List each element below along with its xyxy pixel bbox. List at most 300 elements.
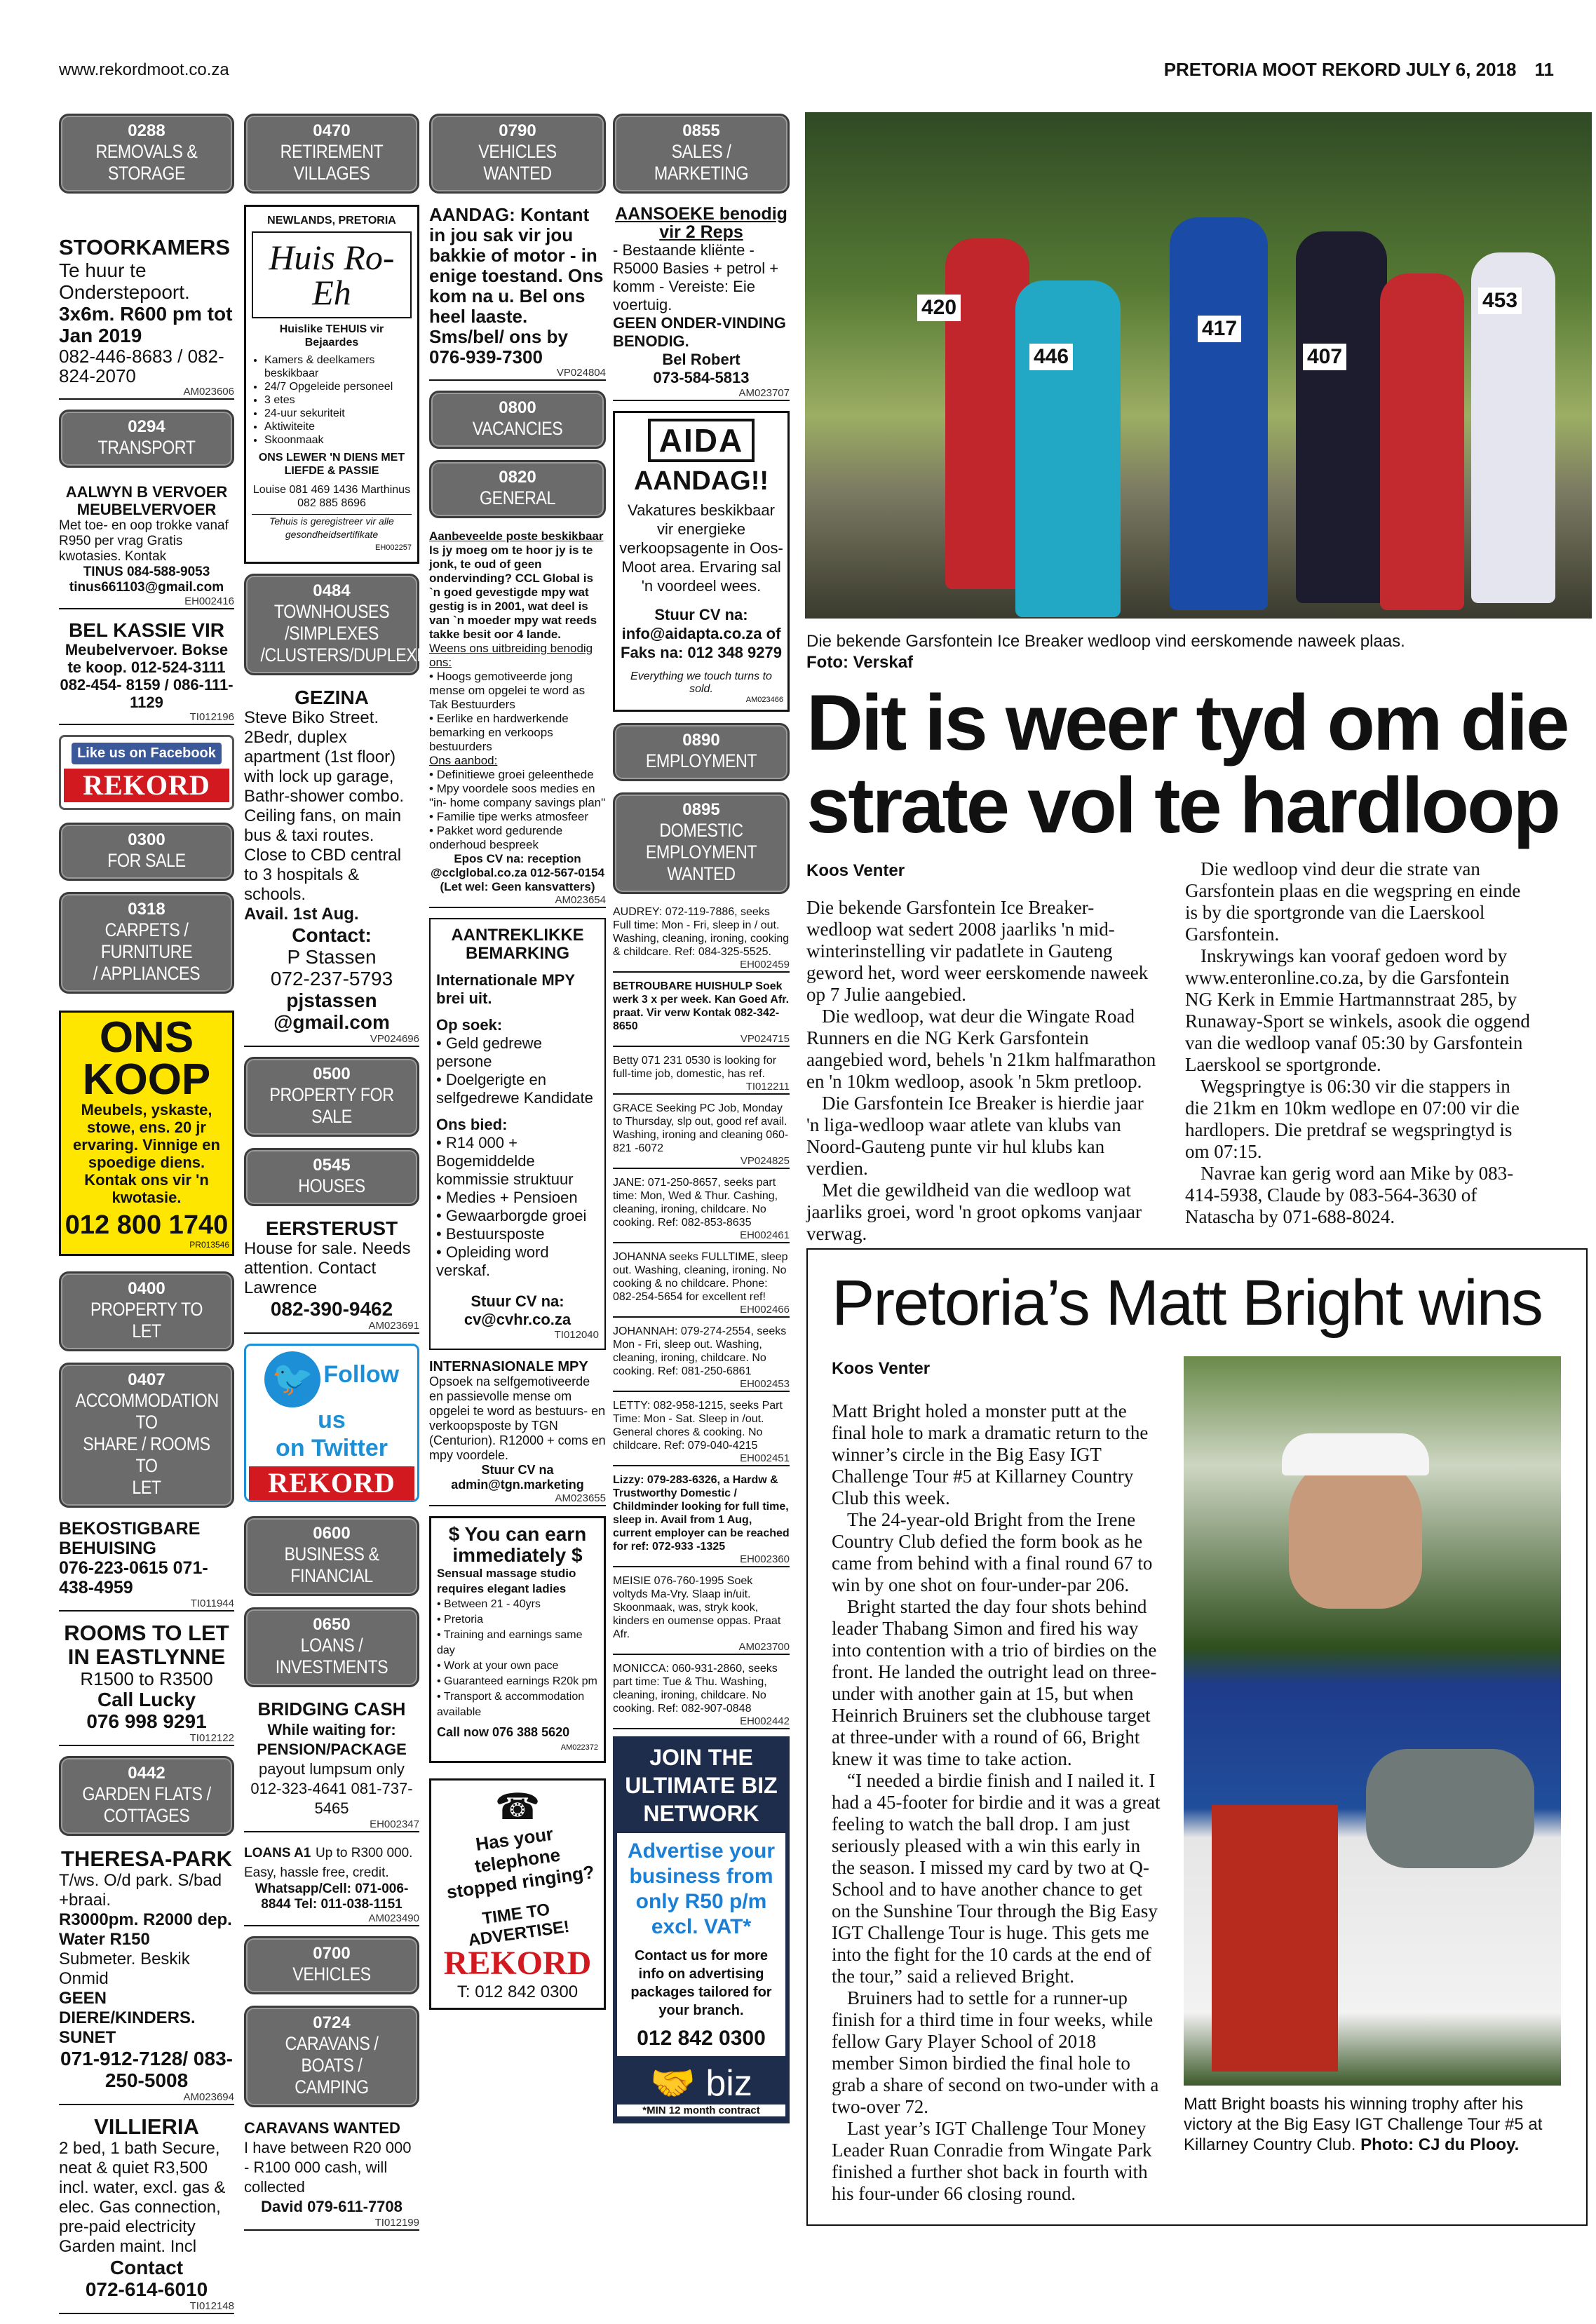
category-townhouses bbox=[244, 574, 438, 675]
aida-logo: AIDA bbox=[648, 419, 755, 462]
list-item: • 24/7 Opgeleide personeel bbox=[264, 380, 412, 393]
ad-phone: 071-912-7128/ 083-250-5008 bbox=[60, 2048, 233, 2091]
article-paragraph: Die bekende Garsfontein Ice Breaker-wedloop wat sedert 2008 jaarliks 'n mid-winterinstelling vir padatlete in Gauteng geword het, word weer eerskomende naweek op 7 Julie aangebied. bbox=[806, 897, 1149, 1005]
category-name: CARPETS / FURNITURE / APPLIANCES bbox=[93, 919, 201, 984]
race-bib: 446 bbox=[1029, 344, 1073, 370]
list-item-text: Training and earnings same day bbox=[437, 1629, 583, 1656]
ad-sub1: Weens ons uitbreiding benodig ons: bbox=[429, 642, 593, 669]
ad-rooms bbox=[59, 1621, 234, 1746]
list-item: • Hoogs gemotiveerde jong mense om opgelei te word as Tak Bestuurders bbox=[429, 670, 586, 711]
ad-theresa bbox=[59, 1847, 234, 2105]
list-item: • Training and earnings same day bbox=[437, 1629, 583, 1656]
ad-body: Meubelvervoer. Bokse te koop. 012-524-3111 082-454- 8159 / 086-111-1129 bbox=[60, 641, 234, 711]
ad-title: JOIN THE ULTIMATE BIZ NETWORK bbox=[625, 1745, 778, 1826]
runner-figure bbox=[1015, 281, 1121, 617]
ad-body: T/ws. O/d park. S/bad +braai. bbox=[59, 1871, 222, 1910]
list-item-text: Bestuursposte bbox=[445, 1225, 545, 1243]
article-byline: Koos Venter bbox=[832, 1359, 931, 1378]
ad-footer: Tehuis is geregistreer vir alle gesondheidsertifikate bbox=[252, 514, 412, 541]
ad-foot: *MIN 12 month contract bbox=[617, 2105, 785, 2116]
ad-body: R1500 to R3500 bbox=[80, 1668, 213, 1689]
list-item-text: Medies + Pensioen bbox=[445, 1189, 578, 1206]
article-paragraph: “I needed a birdie finish and I nailed it. I had a 45-footer for birdie and it was a great feeling to watch the ball drop. I am just seriously pleased with a win this early in the season. I missed my card by two at Q-School and to have another chance to get on the Sunshine Tour through the Big Easy IGT Challenge Tour is huge. This gets me into the fight for the 10 cards at the end of the tour,” said a relieved Bright. bbox=[832, 1770, 1161, 1987]
category-name: PROPERTY FOR SALE bbox=[269, 1084, 394, 1127]
biz-logo: biz bbox=[705, 2063, 752, 2104]
ad-ref: TI012199 bbox=[244, 2217, 419, 2231]
ad-title: BEKOSTIGBARE BEHUISING bbox=[59, 1519, 201, 1558]
list-item-text: Familie tipe werks atmosfeer bbox=[436, 810, 589, 823]
ad-title: BRIDGING CASH bbox=[257, 1698, 406, 1720]
list-item: • Bestuursposte bbox=[436, 1225, 545, 1243]
ad-body: Meubels, yskaste, stowe, ens. 20 jr ervaring. Vinnige en spoedige diens. Kontak ons vir 'n kwotasie. bbox=[73, 1101, 220, 1206]
list-item-text: Hoogs gemotiveerde jong mense om opgelei te word as Tak Bestuurders bbox=[429, 670, 586, 711]
small-ad-text: JOHANNAH: 079-274-2554, seeks Mon - Fri, sleep out. Washing, cleaning, ironing, childcare. No cooking. Ref: 081-250-6861 bbox=[613, 1325, 787, 1377]
category-vehicles bbox=[244, 1936, 419, 1994]
article-column-2 bbox=[1185, 858, 1533, 1228]
caption-credit: Foto: Verskaf bbox=[806, 653, 914, 672]
ad-title: AALWYN B VERVOER MEUBELVERVOER bbox=[65, 483, 228, 518]
ad-internasionale bbox=[429, 1360, 606, 1506]
ad-bold: Whatsapp/Cell: 071-006- 8844 Tel: 011-038-1151 bbox=[255, 1882, 409, 1912]
ad-email[interactable]: pjstassen @gmail.com bbox=[273, 989, 390, 1033]
ad-bold: R3000pm. R2000 dep. Water R150 bbox=[59, 1910, 232, 1949]
list-item: • Doelgerigte en selfgedrewe Kandidate bbox=[436, 1071, 593, 1107]
list-item: • Geld gedrewe persone bbox=[436, 1034, 542, 1070]
ad-ref: AM023654 bbox=[429, 894, 606, 908]
category-general bbox=[429, 460, 606, 518]
ad-sub: TIME TO ADVERTISE! bbox=[467, 1900, 571, 1950]
list-item-text: Between 21 - 40yrs bbox=[444, 1598, 541, 1610]
article-paragraph: Met die gewildheid van die wedloop wat jaarliks groei, word 'n groot opkoms vanjaar verwag. bbox=[806, 1180, 1142, 1244]
ad-body2: Submeter. Beskik Onmid bbox=[59, 1950, 190, 1988]
ad-aandag bbox=[429, 205, 606, 381]
ad-sub: Sensual massage studio requires elegant ladies bbox=[437, 1567, 576, 1595]
list-item: • Definitiewe groei geleenthede bbox=[429, 768, 594, 781]
article-paragraph: The 24-year-old Bright from the Irene Country Club defied the form book as he came from behind with a final round 67 to win by one shot on four-under-par 206. bbox=[832, 1509, 1153, 1595]
category-business bbox=[244, 1516, 419, 1596]
category-name: VEHICLES WANTED bbox=[478, 141, 557, 184]
ad-body: House for sale. Needs attention. Contact Lawrence bbox=[244, 1239, 411, 1297]
ad-sub2: Ons aanbod: bbox=[429, 754, 498, 767]
twitter-promo[interactable] bbox=[244, 1344, 419, 1502]
ad-phone: T: 012 842 0300 bbox=[457, 1982, 579, 2001]
category-name: EMPLOYMENT bbox=[645, 750, 757, 771]
category-name: REMOVALS & STORAGE bbox=[95, 141, 198, 184]
ad-body: I have between R20 000 - R100 000 cash, will collected bbox=[244, 2139, 412, 2196]
list-item bbox=[613, 1250, 790, 1318]
small-ad-text: LETTY: 082-958-1215, seeks Part Time: Mon - Sat. Sleep in /out. General chores & cooking. No childcare. Ref: 079-040-4215 bbox=[613, 1400, 783, 1452]
list-item: • Familie tipe werks atmosfeer bbox=[429, 810, 589, 823]
ad-body: payout lumpsum only bbox=[259, 1760, 405, 1778]
rekord-logo: REKORD bbox=[64, 769, 229, 802]
ad-note: ONS LEWER 'N DIENS MET LIEFDE & PASSIE bbox=[258, 452, 405, 477]
runner-figure bbox=[1170, 217, 1268, 610]
ad-intro: Is jy moeg om te hoor jy is te jonk, te oud of geen ondervinding? CCL Global is `n goed gevestigde mpy wat gestig is in 2001, wat deel is van `n moeder mpy wat reeds takke besit oor 4 lande. bbox=[429, 543, 597, 641]
ad-ref: AM023490 bbox=[244, 1912, 419, 1926]
category-code: 0600 bbox=[313, 1524, 351, 1543]
photo-caption bbox=[1184, 2094, 1562, 2155]
list-item-text: Pakket word gedurende onderhoud bespreek bbox=[429, 824, 563, 851]
small-ad-ref: EH002466 bbox=[613, 1304, 790, 1318]
ad-sub: Internationale MPY brei uit. bbox=[436, 971, 575, 1007]
category-retirement bbox=[244, 114, 419, 194]
category-name: LOANS / INVESTMENTS bbox=[275, 1635, 388, 1677]
ad-sub: While waiting for: PENSION/PACKAGE bbox=[257, 1721, 407, 1758]
ad-contact: TINUS 084-588-9053 tinus661103@gmail.com bbox=[69, 565, 224, 595]
ad-bold: 3x6m. R600 pm tot Jan 2019 bbox=[59, 303, 233, 346]
handshake-icon: 🤝 biz bbox=[650, 2063, 752, 2104]
ad-villieria bbox=[59, 2115, 234, 2314]
category-code: 0700 bbox=[313, 1944, 351, 1963]
category-code: 0300 bbox=[128, 830, 165, 849]
ad-body: AANDAG: Kontant in jou sak vir jou bakkie of motor - in enige toestand. Ons kom na u. Bel ons heel laaste. Sms/bel/ ons by bbox=[429, 204, 604, 347]
ad-bold: Avail. 1st Aug. bbox=[244, 905, 359, 924]
ad-body: Steve Biko Street. 2Bedr, duplex apartment (1st floor) with lock up garage, Bathr-shower combo. Ceiling fans, on main bus & taxi routes. Close to CBD central to 3 hospitals & schools. bbox=[244, 708, 405, 904]
category-code: 0400 bbox=[128, 1279, 165, 1298]
small-ad-ref: TI012211 bbox=[613, 1081, 790, 1095]
category-name: CARAVANS / BOATS / CAMPING bbox=[285, 2033, 379, 2097]
ad-eersterust bbox=[244, 1217, 419, 1334]
ad-title: INTERNASIONALE MPY bbox=[429, 1359, 588, 1374]
ad-ref: TI012040 bbox=[554, 1329, 599, 1341]
ad-ref: AM023691 bbox=[244, 1320, 419, 1334]
list-item: • 3 etes bbox=[264, 393, 412, 407]
ad-title: $ You can earn immediately $ bbox=[448, 1523, 587, 1566]
small-ad-text: AUDREY: 072-119-7886, seeks Full time: Mon - Fri, sleep in / out. Washing, cleaning, ironing, cooking & childcare. Ref: 084-325-5525. bbox=[613, 906, 790, 958]
ad-title: Huis Ro-Eh bbox=[252, 231, 412, 318]
list-item: • Skoonmaak bbox=[264, 433, 412, 447]
small-ad-text: GRACE Seeking PC Job, Monday to Thursday, slp out, good ref avail. Washing, ironing and cleaning 060-821 -6072 bbox=[613, 1102, 789, 1154]
ad-phone: 082-390-9462 bbox=[270, 1298, 393, 1320]
article-paragraph: Die wedloop vind deur die strate van Garsfontein plaas en die wegspring en einde is by die sportgronde van die Laerskool Garsfontein. bbox=[1185, 858, 1521, 945]
caption-text: Die bekende Garsfontein Ice Breaker wedloop vind eerskomende naweek plaas. bbox=[806, 632, 1405, 651]
category-name: GENERAL bbox=[480, 487, 555, 508]
list-item: • Opleiding word verskaf. bbox=[436, 1243, 549, 1279]
twitter-on: on Twitter bbox=[276, 1435, 388, 1461]
page-number: 11 bbox=[1534, 59, 1554, 80]
caption-text: Matt Bright boasts his winning trophy after his victory at the Big Easy IGT Challenge Tour #5 at Killarney Country Club. bbox=[1184, 2095, 1543, 2154]
ad-contact: Contact bbox=[109, 2257, 184, 2278]
site-url[interactable]: www.rekordmoot.co.za bbox=[59, 60, 229, 79]
category-loans bbox=[244, 1607, 419, 1687]
small-ad-ref: VP024715 bbox=[613, 1033, 790, 1047]
ad-title: BEL KASSIE VIR bbox=[69, 619, 224, 641]
list-item: • Gewaarborgde groei bbox=[436, 1207, 587, 1224]
ad-title: Has your telephone stopped ringing? bbox=[445, 1823, 596, 1903]
ad-title: AANTREKLIKKE BEMARKING bbox=[451, 926, 584, 963]
ad-body: Contact us for more info on advertising packages tailored for your branch. bbox=[630, 1948, 772, 2018]
ad-body: Opsoek na selfgemotiveerde en passievolle mense om opgelei te word as bestuurs- en verkoopsposte by TGN (Centurion). R12000 + coms en mpy voordele. bbox=[429, 1374, 606, 1462]
article-paragraph: Navrae kan gerig word aan Mike by 083-414-5938, Claude by 083-564-3630 of Natascha by 071-688-8024. bbox=[1185, 1163, 1514, 1227]
ad-title: CARAVANS WANTED bbox=[244, 2119, 400, 2137]
small-ad-ref: VP024825 bbox=[613, 1155, 790, 1169]
list-item: • Guaranteed earnings R20k pm bbox=[437, 1675, 597, 1687]
ad-contact: Stuur CV na: cv@cvhr.co.za bbox=[464, 1292, 572, 1328]
ad-slogan: Everything we touch turns to sold. bbox=[630, 670, 772, 695]
small-ad-text: JANE: 071-250-8657, seeks part time: Mon, Wed & Thur. Cashing, cleaning, ironing, childcare. No cooking. Ref: 082-853-8635 bbox=[613, 1177, 778, 1229]
ad-body: Te huur te Onderstepoort. bbox=[59, 259, 190, 303]
list-item: • Aktiwiteite bbox=[264, 420, 412, 433]
list-item: • Mpy voordele soos medies en "in- home company savings plan" bbox=[429, 782, 606, 809]
ad-bekostigbare bbox=[59, 1519, 234, 1612]
small-ad-text: JOHANNA seeks FULLTIME, sleep out. Washing, cleaning, ironing. No cooking & no childcare. Phone: 082-254-5654 for excellent ref! bbox=[613, 1251, 788, 1303]
ad-ref: TI012148 bbox=[59, 2300, 234, 2314]
ad-title: THERESA-PARK bbox=[61, 1846, 232, 1871]
category-code: 0855 bbox=[682, 121, 720, 140]
list-item: • Kamers & deelkamers beskikbaar bbox=[264, 353, 412, 380]
article-paragraph: Bright started the day four shots behind leader Thabang Simon and fired his way into contention with a trio of birdies on the front. He landed the outright lead on three-under with another gain at 15, but when Heinrich Bruiners set the clubhouse target at three-under with a round of 66, Bright knew it was time to take action. bbox=[832, 1596, 1157, 1769]
small-ad-ref: EH002453 bbox=[613, 1378, 790, 1392]
ad-aantreklikke bbox=[429, 918, 606, 1350]
small-ad-ref: EH002461 bbox=[613, 1229, 790, 1243]
list-item bbox=[613, 1399, 790, 1466]
ad-title: AANSOEKE benodig vir 2 Reps bbox=[615, 204, 787, 242]
wine-box bbox=[1212, 1805, 1338, 2072]
twitter-bird-icon: 🐦 bbox=[264, 1351, 320, 1407]
small-ad-ref: EH002360 bbox=[613, 1553, 790, 1567]
list-item: • R14 000 + Bogemiddelde kommissie struktuur bbox=[436, 1134, 574, 1188]
ad-phone: 012 842 0300 bbox=[637, 2027, 766, 2050]
category-code: 0790 bbox=[499, 121, 536, 140]
list-item bbox=[613, 1176, 790, 1243]
category-code: 0800 bbox=[499, 398, 536, 417]
category-property-to-let bbox=[59, 1271, 234, 1351]
page-header bbox=[1164, 59, 1554, 81]
article-column-1 bbox=[806, 860, 1157, 1245]
category-domestic bbox=[613, 792, 790, 894]
ad-features bbox=[252, 353, 412, 447]
small-ad-text: MONICCA: 060-931-2860, seeks part time: Tue & Thu. Washing, cleaning, ironing, childcare. No cooking. Ref: 082-907-0848 bbox=[613, 1663, 778, 1715]
classifieds-column-3 bbox=[429, 114, 606, 2010]
category-name: TOWNHOUSES /SIMPLEXES /CLUSTERS/DUPLEXES bbox=[260, 601, 438, 666]
ad-body: Up to R300 000. Easy, hassle free, credit. bbox=[244, 1846, 413, 1880]
caption-credit: Photo: CJ du Plooy. bbox=[1360, 2135, 1520, 2154]
list-item bbox=[613, 1054, 790, 1095]
ad-contact: Contact: bbox=[292, 924, 372, 946]
category-name: TRANSPORT bbox=[97, 437, 196, 458]
ad-stoorkamers bbox=[59, 236, 234, 400]
ad-cv: Stuur CV na: info@aidapta.co.za of Faks na: 012 348 9279 bbox=[621, 606, 782, 661]
ad-phone: 072-614-6010 bbox=[85, 2278, 208, 2300]
ad-blue: Advertise your business from only R50 p/m excl. VAT* bbox=[627, 1839, 776, 1938]
ad-bridging bbox=[244, 1698, 419, 1832]
list-item-text: Pretoria bbox=[444, 1614, 484, 1626]
domestic-ads-list bbox=[613, 905, 790, 1729]
article-paragraph: Last year’s IGT Challenge Tour Money Leader Ruan Conradie from Wingate Park finished a further shot back in fourth with his four-under 66 closing round. bbox=[832, 2118, 1152, 2204]
small-ad-text: BETROUBARE HUISHULP Soek werk 3 x per week. Kan Goed Afr. praat. Vir verw Kontak 082-342-8650 bbox=[613, 980, 790, 1032]
category-name: ACCOMMODATION TO SHARE / ROOMS TO LET bbox=[75, 1390, 219, 1498]
category-name: FOR SALE bbox=[107, 850, 186, 871]
ad-ref: EH002416 bbox=[59, 595, 234, 609]
article-byline: Koos Venter bbox=[806, 861, 905, 880]
ad-title: EERSTERUST bbox=[265, 1217, 398, 1239]
ad-body-box bbox=[617, 1833, 785, 2056]
golfer-photo bbox=[1184, 1356, 1561, 2086]
ad-ref: TI012122 bbox=[59, 1732, 234, 1746]
category-code: 0820 bbox=[499, 468, 536, 487]
telephone-icon: ☎ bbox=[494, 1787, 541, 1828]
ad-kassie bbox=[59, 619, 234, 725]
list-item bbox=[613, 905, 790, 973]
ad-phone: 072-237-5793 bbox=[270, 968, 393, 989]
small-ad-text: Betty 071 231 0530 is looking for full-time job, domestic, has ref. bbox=[613, 1055, 777, 1080]
category-vehicles-wanted bbox=[429, 114, 606, 194]
ad-body: 2 bed, 1 bath Secure, neat & quiet R3,500 incl. water, excl. gas & elec. Gas connection, pre-paid electricity Garden maint. Incl bbox=[59, 2139, 226, 2256]
category-houses bbox=[244, 1148, 419, 1206]
category-code: 0318 bbox=[128, 900, 165, 919]
ad-sub: Huislike TEHUIS vir Bejaardes bbox=[279, 323, 384, 349]
category-removals bbox=[59, 114, 234, 194]
race-bib: 407 bbox=[1303, 344, 1346, 370]
runners-photo bbox=[805, 112, 1592, 619]
ad-onskoop bbox=[59, 1011, 234, 1256]
category-caravans bbox=[244, 2006, 419, 2107]
ad-title: STOORKAMERS bbox=[59, 235, 231, 259]
article-headline: Pretoria’s Matt Bright wins bbox=[832, 1267, 1542, 1339]
ad-ref: PR013546 bbox=[189, 1240, 229, 1250]
list-item-text: Mpy voordele soos medies en "in- home company savings plan" bbox=[429, 782, 606, 809]
category-code: 0890 bbox=[682, 731, 720, 750]
category-carpets bbox=[59, 892, 234, 994]
facebook-promo[interactable] bbox=[59, 735, 234, 810]
ad-body: Met toe- en oop trokke vanaf R950 per vrag Gratis kwotasies. Kontak bbox=[59, 518, 229, 564]
category-code: 0442 bbox=[128, 1764, 165, 1783]
classifieds-column-1 bbox=[59, 114, 234, 2324]
small-ad-ref: EH002451 bbox=[613, 1452, 790, 1466]
classifieds-column-4 bbox=[613, 114, 790, 2123]
ad-phone: 082-446-8683 / 082-824-2070 bbox=[59, 346, 224, 386]
ad-phone: 012 800 1740 bbox=[65, 1210, 229, 1240]
category-code: 0545 bbox=[313, 1156, 351, 1175]
list-item: • Transport & accommodation available bbox=[437, 1691, 585, 1718]
ad-phone: 076 998 9291 bbox=[86, 1710, 207, 1732]
list-item-text: Guaranteed earnings R20k pm bbox=[444, 1675, 597, 1687]
list-item-text: Doelgerigte en selfgedrewe Kandidate bbox=[436, 1071, 593, 1107]
list-item-text: Eerlike en hardwerkende bemarking en verkoops bestuurders bbox=[429, 712, 569, 753]
category-code: 0650 bbox=[313, 1615, 351, 1634]
list-item: • Between 21 - 40yrs bbox=[437, 1598, 541, 1610]
article-headline: Dit is weer tyd om die strate vol te hardloop bbox=[806, 679, 1568, 849]
ad-title: VILLIERIA bbox=[94, 2114, 199, 2139]
ad-ref: VP024696 bbox=[244, 1033, 419, 1047]
list-item bbox=[613, 1325, 790, 1392]
ad-title: ROOMS TO LET IN EASTLYNNE bbox=[64, 1621, 229, 1669]
ad-bold2: GEEN DIERE/KINDERS. SUNET bbox=[59, 1989, 196, 2047]
list-item-text: Gewaarborgde groei bbox=[445, 1207, 587, 1224]
list-item-text: Definitiewe groei geleenthede bbox=[436, 768, 594, 781]
list-item-text: R14 000 + Bogemiddelde kommissie struktuur bbox=[436, 1134, 574, 1188]
ad-earn bbox=[429, 1516, 606, 1763]
ad-aansoeke bbox=[613, 205, 790, 401]
ad-head: AANDAG!! bbox=[633, 466, 769, 496]
ad-ref: EH002257 bbox=[375, 543, 412, 552]
category-code: 0500 bbox=[313, 1065, 351, 1083]
ad-call: Call now 076 388 5620 bbox=[437, 1725, 570, 1739]
runner-figure bbox=[1296, 231, 1387, 603]
ad-phone: 073-584-5813 bbox=[653, 369, 750, 386]
ad-body: Vakatures beskikbaar vir energieke verkoopsagente in Oos-Moot area. Ervaring sal 'n voordeel wees. bbox=[619, 501, 783, 595]
category-code: 0288 bbox=[128, 121, 165, 140]
twitter-follow: Follow us bbox=[318, 1361, 400, 1433]
ad-phone: 076-939-7300 bbox=[429, 346, 543, 367]
category-name: RETIREMENT VILLAGES bbox=[280, 141, 384, 184]
list-item bbox=[613, 1574, 790, 1655]
category-code: 0470 bbox=[313, 121, 351, 140]
list-item-text: Geld gedrewe persone bbox=[436, 1034, 542, 1070]
category-employment bbox=[613, 723, 790, 781]
small-ad-text: Lizzy: 079-283-6326, a Hardw & Trustworthy Domestic / Childminder looking for full time, sleep in. Avail from 1 Aug, current employer can be reached for ref: 072-933 -1325 bbox=[613, 1474, 790, 1553]
ad-ref: AM023694 bbox=[59, 2091, 234, 2105]
golfer-head bbox=[1289, 1454, 1422, 1609]
ad-huis-ro-eh bbox=[244, 205, 419, 564]
category-name: VACANCIES bbox=[472, 418, 563, 439]
list-item: • 24-uur sekuriteit bbox=[264, 407, 412, 420]
ad-phone: 076-223-0615 071- 438-4959 bbox=[59, 1558, 208, 1597]
ad-ref: EH002347 bbox=[244, 1818, 419, 1832]
rekord-logo: REKORD bbox=[249, 1466, 414, 1500]
category-garden-flats bbox=[59, 1756, 234, 1836]
small-ad-text: MEISIE 076-760-1995 Soek voltyds Ma-Vry. Slaap in/uit. Skoonmaak, was, stryk kook, kinders en oumense oppas. Praat Afr. bbox=[613, 1575, 781, 1640]
list-item bbox=[613, 1102, 790, 1169]
category-name: HOUSES bbox=[298, 1175, 365, 1196]
ad-title: Aanbeveelde poste beskikbaar bbox=[429, 529, 604, 543]
ad-advertise bbox=[429, 1778, 606, 2010]
ad-aida bbox=[613, 411, 790, 712]
category-vacancies bbox=[429, 391, 606, 449]
category-code: 0484 bbox=[313, 581, 351, 600]
article-paragraph: Wegspringtye is 06:30 vir die stappers in die 21km en 10km wedlope en 07:00 vir die hardlopers. Die pretdraf se wegspringtyd is om 07:15. bbox=[1185, 1076, 1520, 1162]
ad-ref: AM023655 bbox=[429, 1492, 606, 1506]
article-paragraph: Die Garsfontein Ice Breaker is hierdie jaar 'n liga-wedloop waar atlete van klubs van Noord-Gauteng punte vir hul klubs kan verdien. bbox=[806, 1093, 1144, 1179]
ad-contact: Epos CV na: reception @cclglobal.co.za 012-567-0154 (Let wel: Geen kansvatters) bbox=[430, 852, 605, 893]
article-paragraph: Matt Bright holed a monster putt at the final hole to mark a dramatic return to the winner’s circle in the Big Easy IGT Challenge Tour #5 at Killarney Country Club this week. bbox=[832, 1400, 1149, 1508]
list-item: • Pakket word gedurende onderhoud bespreek bbox=[429, 824, 563, 851]
ad-title: GEZINA bbox=[295, 687, 369, 708]
ad-body: - Bestaande kliënte - R5000 Basies + petrol + komm - Vereiste: Eie voertuig. bbox=[613, 241, 779, 313]
classifieds-column-2 bbox=[244, 114, 438, 2241]
category-name: PROPERTY TO LET bbox=[90, 1299, 203, 1342]
ad-name: Bel Robert bbox=[662, 351, 740, 368]
list-item bbox=[613, 1473, 790, 1567]
small-ad-ref: AM023700 bbox=[613, 1641, 790, 1655]
ad-ref: AM022372 bbox=[560, 1743, 598, 1752]
ad-ccl-global bbox=[429, 529, 606, 908]
category-forsale bbox=[59, 823, 234, 881]
category-name: SALES / MARKETING bbox=[654, 141, 749, 184]
article-paragraph: Bruiners had to settle for a runner-up finish for a third time in four weeks, while fellow Gary Player School of 2018 member Simon birdied the final hole to grab a share of second on two-under with a two-over 72. bbox=[832, 1987, 1159, 2117]
list-item-text: Opleiding word verskaf. bbox=[436, 1243, 549, 1279]
ad-biz-network bbox=[613, 1736, 790, 2123]
article-paragraph: Inskrywings kan vooraf gedoen word by www.enteronline.co.za, by die Garsfontein NG Kerk in Emmie Hartmannstraat 285, by Runaway-Sport se winkels, asook die oggend van die wedloop vanaf 05:30 by Garsfontein Laerskool se sportgronde. bbox=[1185, 945, 1530, 1075]
list-item bbox=[613, 1662, 790, 1729]
ad-ref: VP024804 bbox=[429, 367, 606, 381]
ad-phone: 012-323-4641 081-737-5465 bbox=[250, 1780, 413, 1817]
category-name: VEHICLES bbox=[292, 1964, 371, 1985]
list-item: • Work at your own pace bbox=[437, 1660, 559, 1672]
ad-name: P Stassen bbox=[287, 946, 377, 968]
category-code: 0294 bbox=[128, 417, 165, 436]
ad-loans-a1 bbox=[244, 1842, 419, 1926]
category-code: 0407 bbox=[128, 1370, 165, 1389]
race-bib: 417 bbox=[1198, 316, 1241, 342]
ad-top: NEWLANDS, PRETORIA bbox=[267, 215, 396, 227]
race-bib: 453 bbox=[1478, 288, 1522, 314]
list-item: • Pretoria bbox=[437, 1614, 484, 1626]
article-text bbox=[832, 1358, 1161, 2205]
list-item-text: Work at your own pace bbox=[444, 1660, 559, 1672]
ad-title: LOANS A1 bbox=[244, 1846, 311, 1860]
ad-phones: Louise 081 469 1436 Marthinus 082 885 8696 bbox=[252, 484, 411, 509]
